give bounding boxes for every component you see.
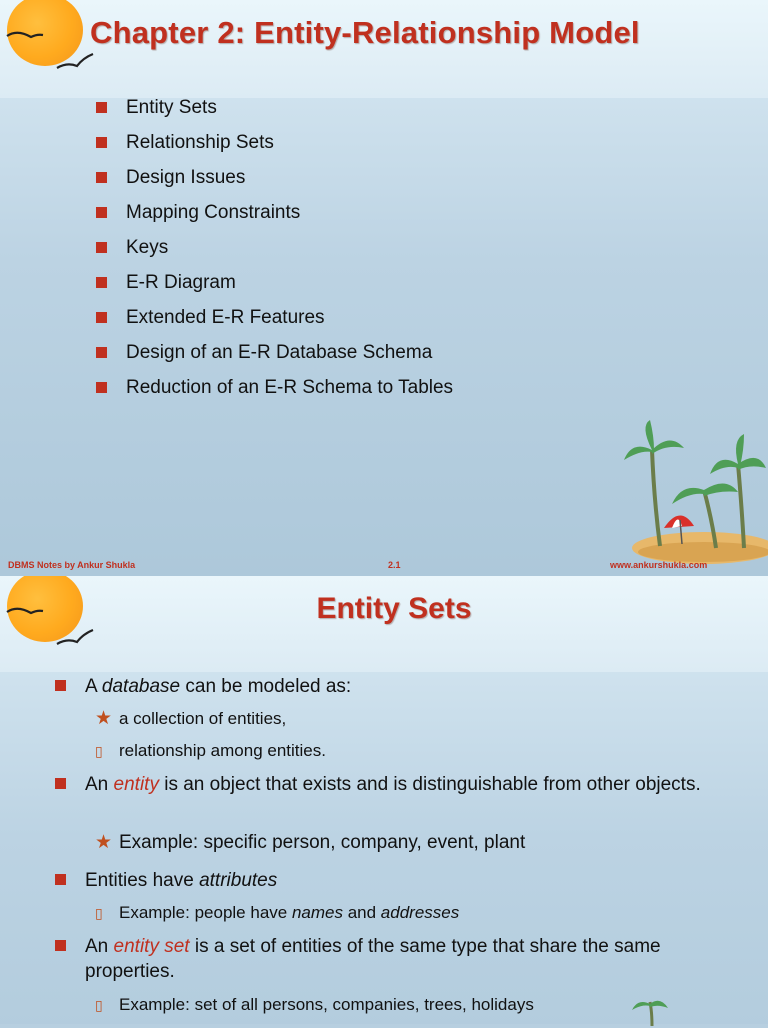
text-run: is a set of entities of the same type that share the same properties. xyxy=(85,936,661,982)
square-bullet-icon xyxy=(96,172,107,183)
list-item-label xyxy=(85,934,735,984)
square-bullet-icon xyxy=(96,102,107,113)
sub-list-item xyxy=(95,708,286,730)
list-item xyxy=(55,934,735,984)
topic-list xyxy=(96,96,453,411)
text-run: An xyxy=(85,774,114,795)
list-item-label: Keys xyxy=(126,237,169,258)
list-item-label: Extended E-R Features xyxy=(126,307,325,328)
star-bullet-icon: ★ xyxy=(95,708,113,729)
list-item-label: Mapping Constraints xyxy=(126,202,301,223)
square-bullet-icon xyxy=(55,940,66,951)
palm-island-icon xyxy=(620,420,768,570)
sub-list-item xyxy=(95,902,459,924)
list-item xyxy=(55,868,277,893)
list-item xyxy=(55,772,735,797)
star-bullet-icon: ★ xyxy=(95,832,113,853)
emphasis-text: entity xyxy=(113,774,159,795)
text-run: Entities have xyxy=(85,870,200,891)
list-item xyxy=(55,674,351,699)
birds-icon xyxy=(5,14,100,74)
text-run: An xyxy=(85,936,114,957)
page-title: Chapter 2: Entity-Relationship Model xyxy=(90,15,640,50)
list-item xyxy=(96,271,453,306)
square-bullet-icon xyxy=(96,382,107,393)
sub-list-item-label: a collection of entities, xyxy=(119,709,287,728)
square-bullet-icon xyxy=(96,137,107,148)
emphasis-text: addresses xyxy=(380,903,460,922)
page-title: Entity Sets xyxy=(316,592,472,625)
list-item-label xyxy=(85,868,277,893)
sub-bullet-icon: ▯ xyxy=(95,743,103,759)
text-run: A xyxy=(85,676,102,697)
list-item xyxy=(96,236,453,271)
square-bullet-icon xyxy=(55,874,66,885)
list-item-label: Design Issues xyxy=(126,167,246,188)
emphasis-text: entity set xyxy=(113,936,190,957)
text-run: Example: people have xyxy=(119,903,292,922)
square-bullet-icon xyxy=(55,680,66,691)
sub-list-item-label: Example: specific person, company, event, plant xyxy=(119,832,526,853)
footer-page-number: 2.1 xyxy=(388,560,401,570)
sub-bullet-icon: ▯ xyxy=(95,905,103,921)
list-item xyxy=(96,96,453,131)
list-item xyxy=(96,201,453,236)
emphasis-text: database xyxy=(101,676,181,697)
list-item-label: Design of an E-R Database Schema xyxy=(126,342,433,363)
list-item xyxy=(96,306,453,341)
list-item xyxy=(96,376,453,411)
sub-list-item xyxy=(95,740,326,762)
list-item-label: Relationship Sets xyxy=(126,132,274,153)
list-item xyxy=(96,341,453,376)
emphasis-text: names xyxy=(291,903,343,922)
list-item xyxy=(96,131,453,166)
square-bullet-icon xyxy=(96,207,107,218)
text-run: can be modeled as: xyxy=(180,676,352,697)
footer-website: www.ankurshukla.com xyxy=(610,560,708,570)
square-bullet-icon xyxy=(96,242,107,253)
emphasis-text: attributes xyxy=(199,870,278,891)
sub-list-item xyxy=(95,994,534,1016)
footer-author: DBMS Notes by Ankur Shukla xyxy=(8,560,136,570)
list-item-label xyxy=(85,674,351,699)
sub-bullet-icon: ▯ xyxy=(95,997,103,1013)
sub-list-item xyxy=(95,832,525,854)
sub-list-item-label: relationship among entities. xyxy=(119,741,326,760)
square-bullet-icon xyxy=(55,778,66,789)
sub-list-item-label: Example: set of all persons, companies, trees, holidays xyxy=(119,995,534,1014)
text-run: and xyxy=(342,903,381,922)
square-bullet-icon xyxy=(96,277,107,288)
slide-2 xyxy=(0,576,768,1024)
list-item-label: Reduction of an E-R Schema to Tables xyxy=(126,377,454,398)
list-item-label xyxy=(85,772,735,797)
list-item xyxy=(96,166,453,201)
list-item-label: E-R Diagram xyxy=(126,272,236,293)
square-bullet-icon xyxy=(96,312,107,323)
text-run: is an object that exists and is distinguishable from other objects. xyxy=(158,774,701,795)
square-bullet-icon xyxy=(96,347,107,358)
list-item-label: Entity Sets xyxy=(126,97,217,118)
